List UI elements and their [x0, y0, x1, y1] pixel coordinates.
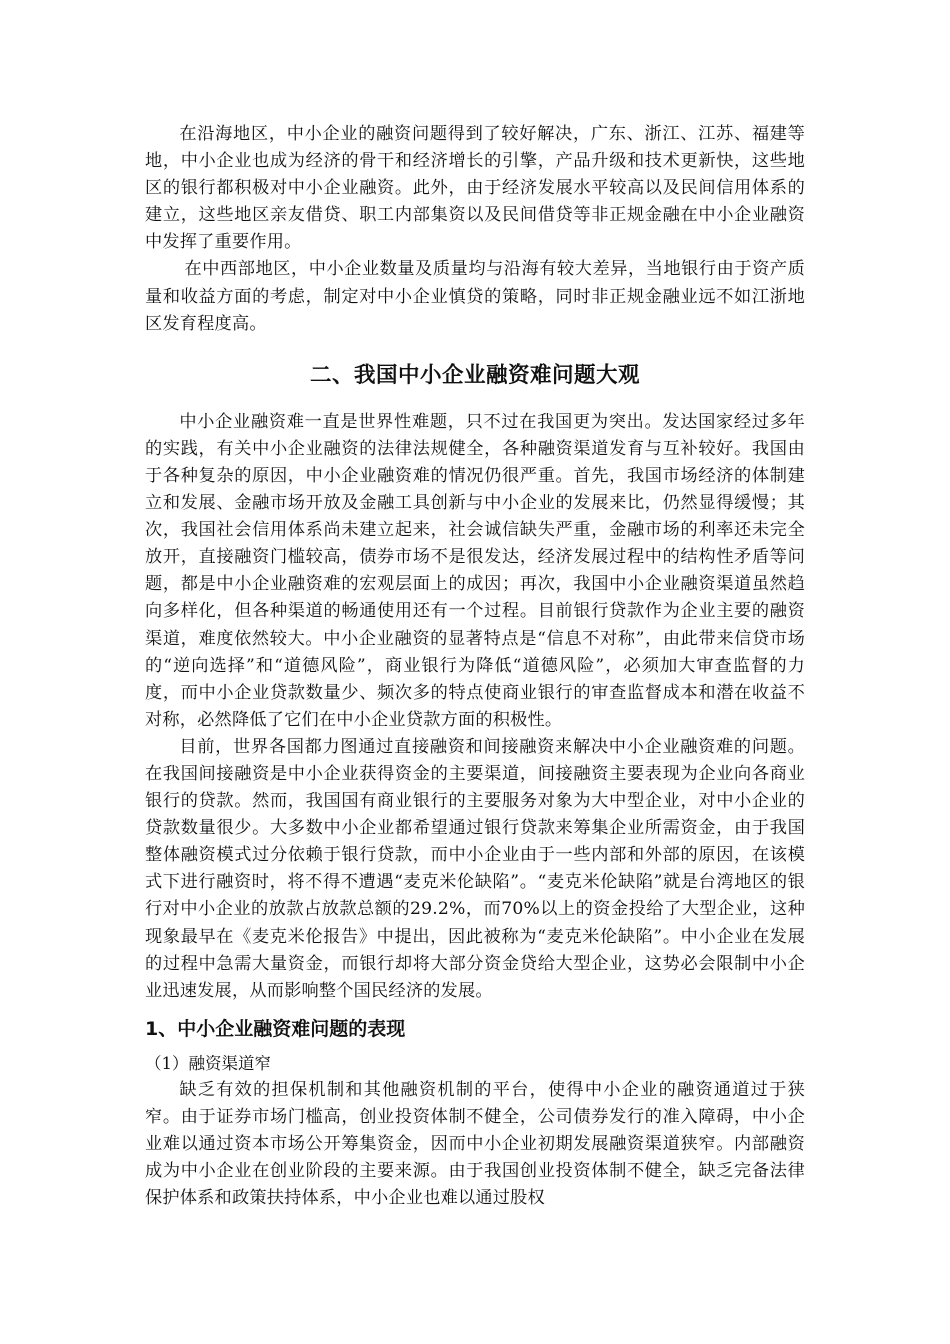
- body-paragraph-coastal: 在沿海地区，中小企业的融资问题得到了较好解决，广东、浙江、江苏、福建等地，中小企业也成为经济的骨干和经济增长的引擎，产品升级和技术更新快，这些地区的银行都积极对中小企业融资。此外，由于经济发展水平较高以及民间信用体系的建立，这些地区亲友借贷、职工内部集资以及民间借贷等非正规金融在中小企业融资中发挥了重要作用。: [145, 124, 805, 253]
- body-paragraph-indirect-financing: 目前，世界各国都力图通过直接融资和间接融资来解决中小企业融资难的问题。在我国间接融资是中小企业获得资金的主要渠道，间接融资主要表现为企业向各商业银行的贷款。然而，我国国有商业银行的主要服务对象为大中型企业，对中小企业的贷款数量很少。大多数中小企业都希望通过银行贷款来筹集企业所需资金，由于我国整体融资模式过分依赖于银行贷款，而中小企业由于一些内部和外部的原因，在该模式下进行融资时，将不得不遭遇“麦克米伦缺陷”。“麦克米伦缺陷”就是台湾地区的银行对中小企业的放款占放款总额的29.2%，而70%以上的资金投给了大型企业，这种现象最早在《麦克米伦报告》中提出，因此被称为“麦克米伦缺陷”。中小企业在发展的过程中急需大量资金，而银行却将大部分资金贷给大型企业，这势必会限制中小企业迅速发展，从而影响整个国民经济的发展。: [145, 736, 805, 1001]
- document-page: [145, 121, 805, 1212]
- body-paragraph-narrow-channels: 缺乏有效的担保机制和其他融资机制的平台，使得中小企业的融资通道过于狭窄。由于证券市场门槛高，创业投资体制不健全，公司债券发行的准入障碍，中小企业难以通过资本市场公开筹集资金，因而中小企业初期发展融资渠道狭窄。内部融资成为中小企业在创业阶段的主要来源。由于我国创业投资体制不健全，缺乏完备法律保护体系和政策扶持体系，中小企业也难以通过股权: [145, 1079, 805, 1209]
- subsection-heading: 1、中小企业融资难问题的表现: [145, 1017, 406, 1040]
- subsubsection-heading: （1）融资渠道窄: [145, 1053, 271, 1073]
- body-paragraph-central-western: 在中西部地区，中小企业数量及质量均与沿海有较大差异，当地银行由于资产质量和收益方面的考虑，制定对中小企业慎贷的策略，同时非正规金融业远不如江浙地区发育程度高。: [145, 259, 805, 334]
- body-paragraph-financing-difficulty: 中小企业融资难一直是世界性难题，只不过在我国更为突出。发达国家经过多年的实践，有关中小企业融资的法律法规健全，各种融资渠道发育与互补较好。我国由于各种复杂的原因，中小企业融资难的情况仍很严重。首先，我国市场经济的体制建立和发展、金融市场开放及金融工具创新与中小企业的发展来比，仍然显得缓慢；其次，我国社会信用体系尚未建立起来，社会诚信缺失严重，金融市场的利率还未完全放开，直接融资门槛较高，债券市场不是很发达，经济发展过程中的结构性矛盾等问题，都是中小企业融资难的宏观层面上的成因；再次，我国中小企业融资渠道虽然趋向多样化，但各种渠道的畅通使用还有一个过程。目前银行贷款作为企业主要的融资渠道，难度依然较大。中小企业融资的显著特点是“信息不对称”，由此带来信贷市场的“逆向选择”和“道德风险”，商业银行为降低“道德风险”，必须加大审查监督的力度，而中小企业贷款数量少、频次多的特点使商业银行的审查监督成本和潜在收益不对称，必然降低了它们在中小企业贷款方面的积极性。: [145, 411, 805, 730]
- section-heading: 二、我国中小企业融资难问题大观: [309, 362, 640, 388]
